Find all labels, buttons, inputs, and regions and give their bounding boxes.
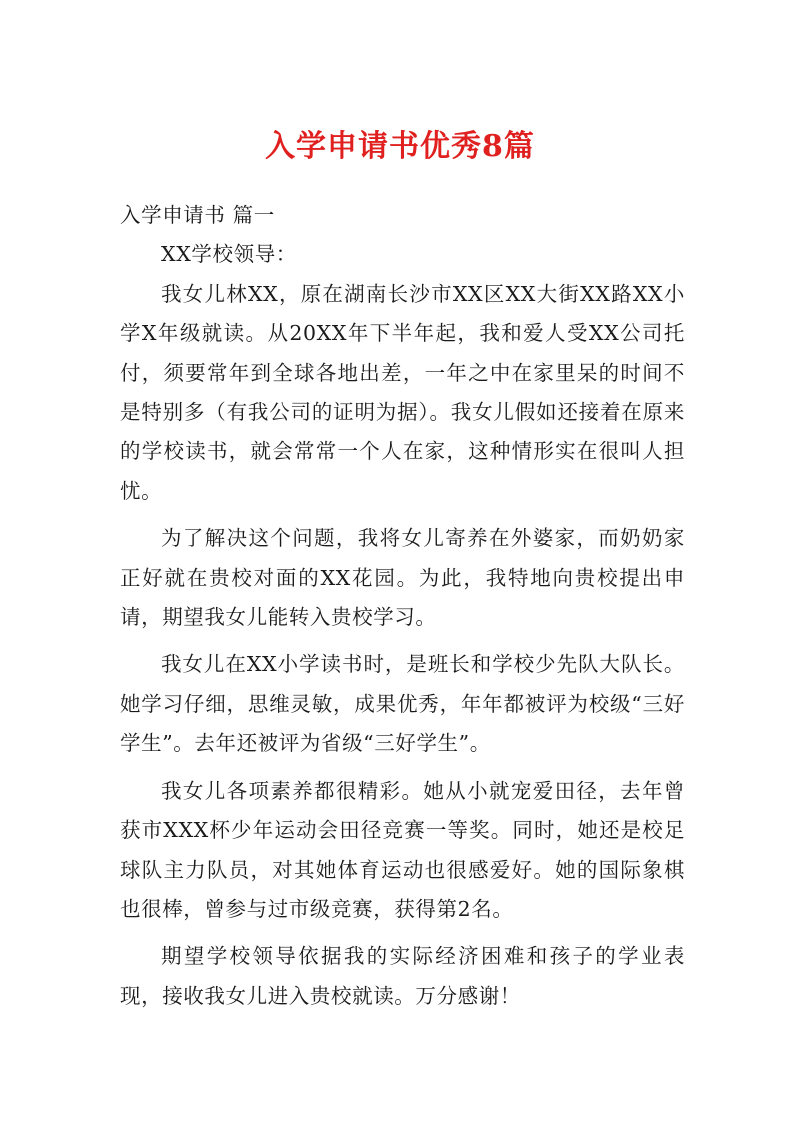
paragraph: 期望学校领导依据我的实际经济困难和孩子的学业表现，接收我女儿进入贵校就读。万分感谢！ bbox=[120, 944, 685, 1008]
paragraph: 我女儿在XX小学读书时，是班长和学校少先队大队长。她学习仔细，思维灵敏，成果优秀，年年都被评为校级“三好学生”。去年还被评为省级“三好学生”。 bbox=[120, 652, 685, 756]
paragraph: 我女儿各项素养都很精彩。她从小就宠爱田径，去年曾获市XXX杯少年运动会田径竞赛一等奖。同时，她还是校足球队主力队员，对其她体育运动也很感爱好。她的国际象棋也很棒，曾参与过市级竞赛，获得第2名。 bbox=[120, 778, 685, 921]
paragraph: 我女儿林XX，原在湖南长沙市XX区XX大街XX路XX小学X年级就读。从20XX年下半年起，我和爱人受XX公司托付，须要常年到全球各地出差，一年之中在家里呆的时间不是特别多（有我公司的证明为据）。我女儿假如还接着在原来的学校读书，就会常常一个人在家，这种情形实在很叫人担忧。 bbox=[120, 281, 685, 503]
paragraph: 为了解决这个问题，我将女儿寄养在外婆家，而奶奶家正好就在贵校对面的XX花园。为此，我特地向贵校提出申请，期望我女儿能转入贵校学习。 bbox=[120, 526, 685, 630]
document-body bbox=[120, 196, 685, 1024]
document-title: 入学申请书优秀8篇 bbox=[265, 129, 535, 164]
salutation: XX学校领导： bbox=[161, 242, 297, 267]
section-heading: 入学申请书 篇一 bbox=[120, 203, 275, 227]
